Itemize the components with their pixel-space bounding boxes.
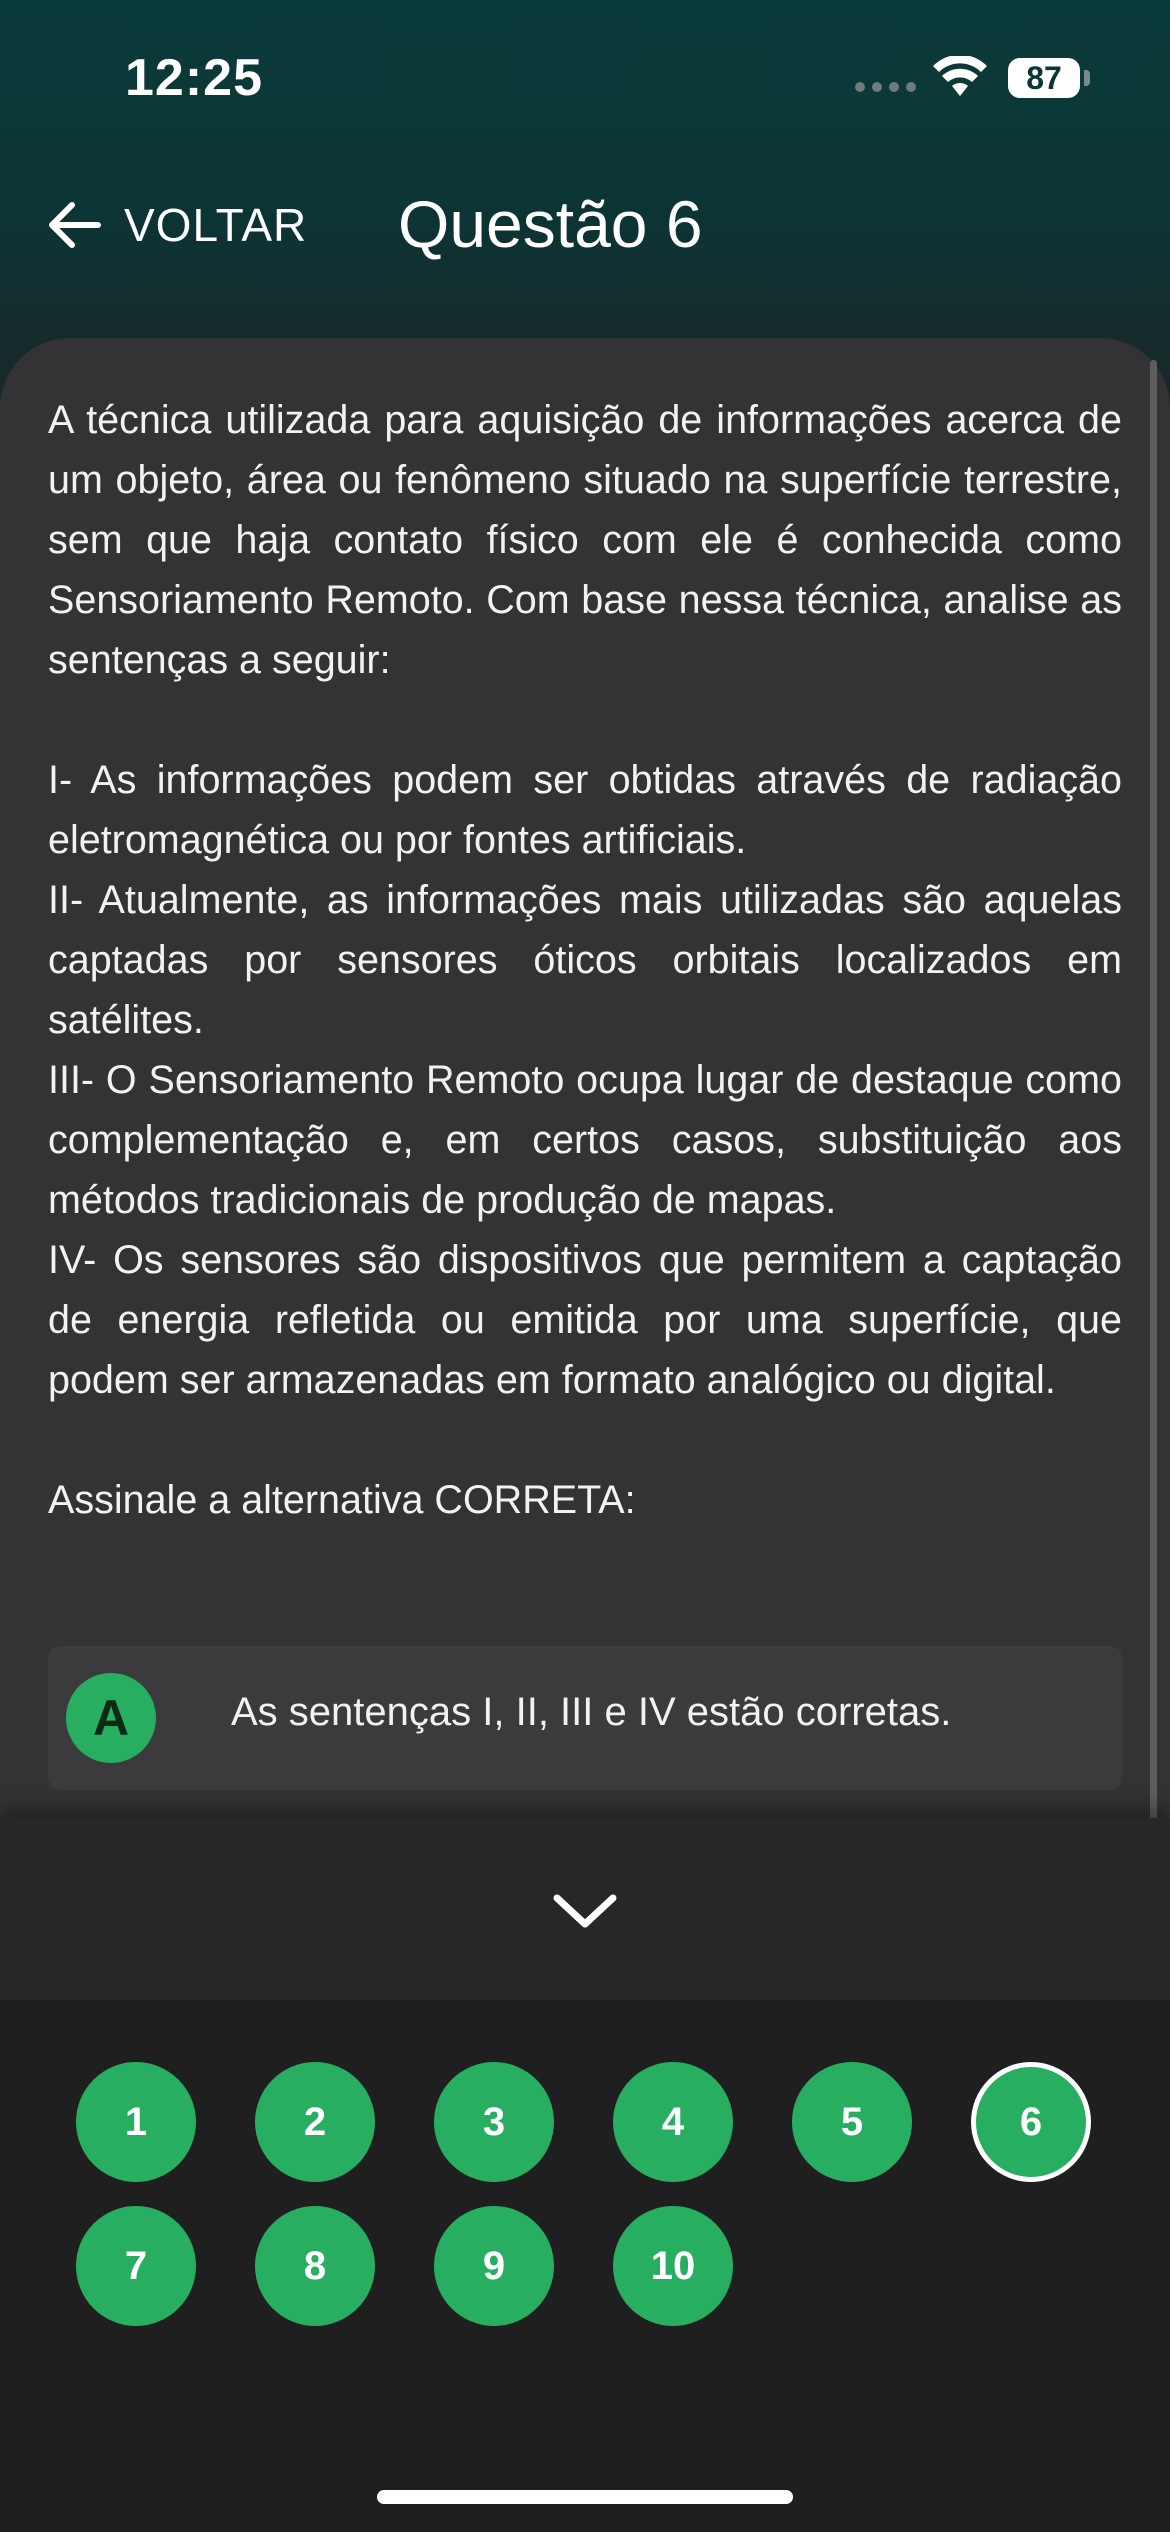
chevron-down-icon[interactable] bbox=[545, 1880, 625, 1940]
battery-icon: 87 bbox=[1008, 58, 1080, 98]
page-title: Questão 6 bbox=[398, 187, 703, 261]
sheet-header bbox=[0, 1818, 1170, 2000]
signal-icon bbox=[855, 82, 916, 92]
battery-cap bbox=[1084, 70, 1090, 86]
option-text: As sentenças I, II, III e IV estão corretas. bbox=[231, 1690, 952, 1734]
question-button-10[interactable]: 10 bbox=[613, 2206, 733, 2326]
question-navigator-sheet bbox=[0, 1818, 1170, 2532]
statement-4: IV- Os sensores são dispositivos que permitem a captação de energia refletida ou emitida por uma superfície, que podem ser armazenadas em formato analógico ou digital. bbox=[48, 1238, 1122, 1402]
arrow-left-icon bbox=[44, 195, 104, 255]
back-label: VOLTAR bbox=[124, 199, 308, 251]
question-button-4[interactable]: 4 bbox=[613, 2062, 733, 2182]
question-button-2[interactable]: 2 bbox=[255, 2062, 375, 2182]
question-button-3[interactable]: 3 bbox=[434, 2062, 554, 2182]
question-button-9[interactable]: 9 bbox=[434, 2206, 554, 2326]
question-button-7[interactable]: 7 bbox=[76, 2206, 196, 2326]
status-bar bbox=[0, 0, 1170, 150]
statement-3: III- O Sensoriamento Remoto ocupa lugar de destaque como complementação e, em certos casos, substituição aos métodos tradicionais de produção de mapas. bbox=[48, 1058, 1122, 1222]
question-intro: A técnica utilizada para aquisição de informações acerca de um objeto, área ou fenômeno situado na superfície terrestre, sem que haja contato físico com ele é conhecida como Sensoriamento Remoto. Com base nessa técnica, analise as sentenças a seguir: bbox=[48, 398, 1122, 682]
question-prompt: Assinale a alternativa CORRETA: bbox=[48, 1478, 636, 1522]
scrollbar[interactable] bbox=[1150, 360, 1157, 1930]
back-button[interactable] bbox=[44, 190, 307, 260]
question-text bbox=[48, 390, 1122, 1530]
question-card bbox=[0, 338, 1170, 1838]
statement-1: I- As informações podem ser obtidas através de radiação eletromagnética ou por fontes artificiais. bbox=[48, 758, 1122, 862]
question-button-5[interactable]: 5 bbox=[792, 2062, 912, 2182]
home-indicator[interactable] bbox=[377, 2490, 793, 2504]
wifi-icon bbox=[932, 56, 988, 98]
question-button-8[interactable]: 8 bbox=[255, 2206, 375, 2326]
question-button-6-current[interactable]: 6 bbox=[971, 2062, 1091, 2182]
option-letter-badge: A bbox=[66, 1673, 156, 1763]
statement-2: II- Atualmente, as informações mais utilizadas são aquelas captadas por sensores óticos orbitais localizados em satélites. bbox=[48, 878, 1122, 1042]
option-a[interactable] bbox=[48, 1646, 1122, 1790]
status-time: 12:25 bbox=[125, 49, 263, 107]
question-button-1[interactable]: 1 bbox=[76, 2062, 196, 2182]
